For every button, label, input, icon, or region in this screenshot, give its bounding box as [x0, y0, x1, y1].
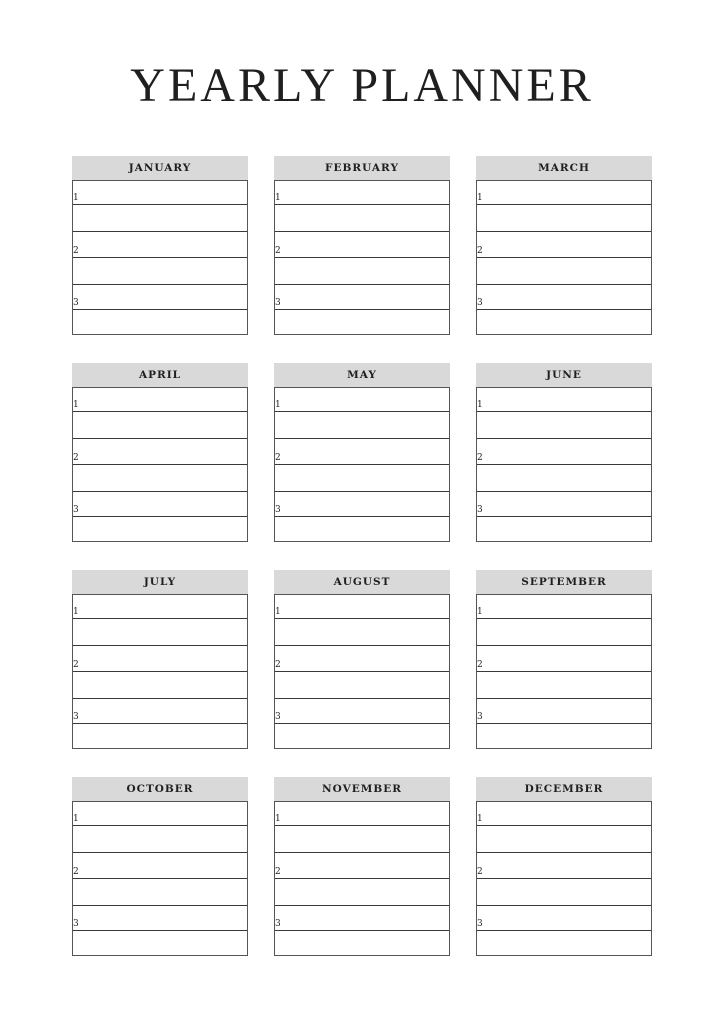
goal-number: 1 [477, 400, 483, 410]
goal-list [72, 594, 248, 749]
goal-list [72, 387, 248, 542]
goal-line[interactable] [275, 648, 449, 672]
goal-number: 1 [73, 193, 79, 203]
goal-line[interactable] [73, 802, 247, 826]
goal-line[interactable] [477, 648, 651, 672]
goal-line[interactable] [275, 286, 449, 310]
goal-line[interactable] [73, 441, 247, 465]
goal-number: 1 [275, 607, 281, 617]
month-header: MAY [274, 363, 450, 387]
goal-number: 2 [73, 452, 79, 463]
goal-line[interactable] [275, 388, 449, 412]
goal-line[interactable] [477, 855, 651, 879]
goal-list [476, 801, 652, 956]
month-header: JULY [72, 570, 248, 594]
goal-list [274, 594, 450, 749]
goal-extra-line[interactable] [477, 672, 651, 699]
goal-number: 3 [275, 505, 281, 515]
goal-list [476, 594, 652, 749]
goal-line[interactable] [73, 234, 247, 258]
goal-line[interactable] [275, 234, 449, 258]
goal-extra-line[interactable] [73, 258, 247, 285]
goal-extra-line[interactable] [477, 258, 651, 285]
goal-extra-line[interactable] [275, 826, 449, 853]
page-title: YEARLY PLANNER [130, 59, 594, 112]
month-header: MARCH [476, 156, 652, 180]
month-card-july [72, 570, 248, 748]
month-header: OCTOBER [72, 777, 248, 801]
goal-number: 1 [477, 193, 483, 203]
month-card-january [72, 156, 248, 334]
goal-number: 2 [477, 659, 483, 670]
goal-number: 3 [73, 505, 79, 515]
goal-line[interactable] [275, 595, 449, 619]
goal-number: 2 [73, 245, 79, 256]
goal-line[interactable] [477, 700, 651, 724]
goal-number: 3 [275, 298, 281, 308]
month-card-may [274, 363, 450, 541]
goal-number: 3 [73, 712, 79, 722]
goal-number: 3 [477, 919, 483, 929]
goal-list [476, 180, 652, 335]
month-card-december [476, 777, 652, 955]
month-card-june [476, 363, 652, 541]
goal-number: 2 [477, 866, 483, 877]
goal-line[interactable] [477, 595, 651, 619]
goal-line[interactable] [477, 493, 651, 517]
goal-line[interactable] [73, 648, 247, 672]
goal-number: 1 [73, 400, 79, 410]
goal-extra-line[interactable] [477, 205, 651, 232]
goal-line[interactable] [73, 181, 247, 205]
month-card-february [274, 156, 450, 334]
goal-line[interactable] [477, 907, 651, 931]
month-header: FEBRUARY [274, 156, 450, 180]
goal-extra-line[interactable] [477, 826, 651, 853]
goal-number: 1 [73, 814, 79, 824]
goal-line[interactable] [73, 388, 247, 412]
month-card-september [476, 570, 652, 748]
goal-line[interactable] [275, 700, 449, 724]
goal-number: 3 [477, 712, 483, 722]
month-header: SEPTEMBER [476, 570, 652, 594]
goal-extra-line[interactable] [275, 672, 449, 699]
goal-line[interactable] [275, 855, 449, 879]
goal-line[interactable] [477, 441, 651, 465]
goal-extra-line[interactable] [477, 619, 651, 646]
goal-number: 2 [275, 659, 281, 670]
goal-number: 1 [477, 607, 483, 617]
goal-number: 3 [73, 919, 79, 929]
goal-list [476, 387, 652, 542]
goal-line[interactable] [73, 595, 247, 619]
goal-number: 2 [275, 866, 281, 877]
month-header: NOVEMBER [274, 777, 450, 801]
goal-line[interactable] [477, 181, 651, 205]
goal-line[interactable] [275, 493, 449, 517]
goal-extra-line[interactable] [73, 826, 247, 853]
goal-line[interactable] [275, 441, 449, 465]
goal-line[interactable] [73, 855, 247, 879]
goal-number: 1 [73, 607, 79, 617]
month-card-march [476, 156, 652, 334]
month-header: JUNE [476, 363, 652, 387]
goal-number: 1 [275, 400, 281, 410]
month-card-november [274, 777, 450, 955]
goal-extra-line[interactable] [73, 412, 247, 439]
goal-list [274, 801, 450, 956]
goal-number: 1 [477, 814, 483, 824]
goal-line[interactable] [477, 286, 651, 310]
month-header: DECEMBER [476, 777, 652, 801]
goal-extra-line[interactable] [275, 205, 449, 232]
goal-number: 3 [73, 298, 79, 308]
goal-line[interactable] [73, 907, 247, 931]
goal-extra-line[interactable] [73, 205, 247, 232]
goal-line[interactable] [477, 388, 651, 412]
goal-number: 3 [477, 298, 483, 308]
goal-extra-line[interactable] [73, 879, 247, 906]
goal-number: 3 [275, 919, 281, 929]
goal-extra-line[interactable] [73, 672, 247, 699]
month-card-october [72, 777, 248, 955]
goal-list [72, 180, 248, 335]
goal-extra-line[interactable] [73, 619, 247, 646]
goal-number: 2 [477, 245, 483, 256]
goal-number: 1 [275, 193, 281, 203]
month-card-august [274, 570, 450, 748]
goal-line[interactable] [477, 802, 651, 826]
goal-line[interactable] [73, 493, 247, 517]
goal-number: 2 [73, 659, 79, 670]
goal-list [72, 801, 248, 956]
goal-line[interactable] [275, 181, 449, 205]
goal-line[interactable] [477, 234, 651, 258]
goal-extra-line[interactable] [477, 412, 651, 439]
goal-extra-line[interactable] [275, 879, 449, 906]
goal-number: 2 [275, 452, 281, 463]
goal-extra-line[interactable] [275, 412, 449, 439]
goal-extra-line[interactable] [275, 619, 449, 646]
goal-extra-line[interactable] [73, 465, 247, 492]
goal-extra-line[interactable] [477, 879, 651, 906]
goal-list [274, 180, 450, 335]
goal-extra-line[interactable] [275, 258, 449, 285]
month-header: JANUARY [72, 156, 248, 180]
goal-line[interactable] [275, 907, 449, 931]
goal-line[interactable] [73, 286, 247, 310]
goal-list [274, 387, 450, 542]
goal-line[interactable] [275, 802, 449, 826]
goal-number: 2 [73, 866, 79, 877]
month-header: AUGUST [274, 570, 450, 594]
goal-number: 2 [275, 245, 281, 256]
goal-number: 2 [477, 452, 483, 463]
goal-number: 3 [275, 712, 281, 722]
goal-extra-line[interactable] [477, 465, 651, 492]
month-card-april [72, 363, 248, 541]
goal-number: 3 [477, 505, 483, 515]
goal-extra-line[interactable] [275, 465, 449, 492]
goal-number: 1 [275, 814, 281, 824]
month-header: APRIL [72, 363, 248, 387]
goal-line[interactable] [73, 700, 247, 724]
